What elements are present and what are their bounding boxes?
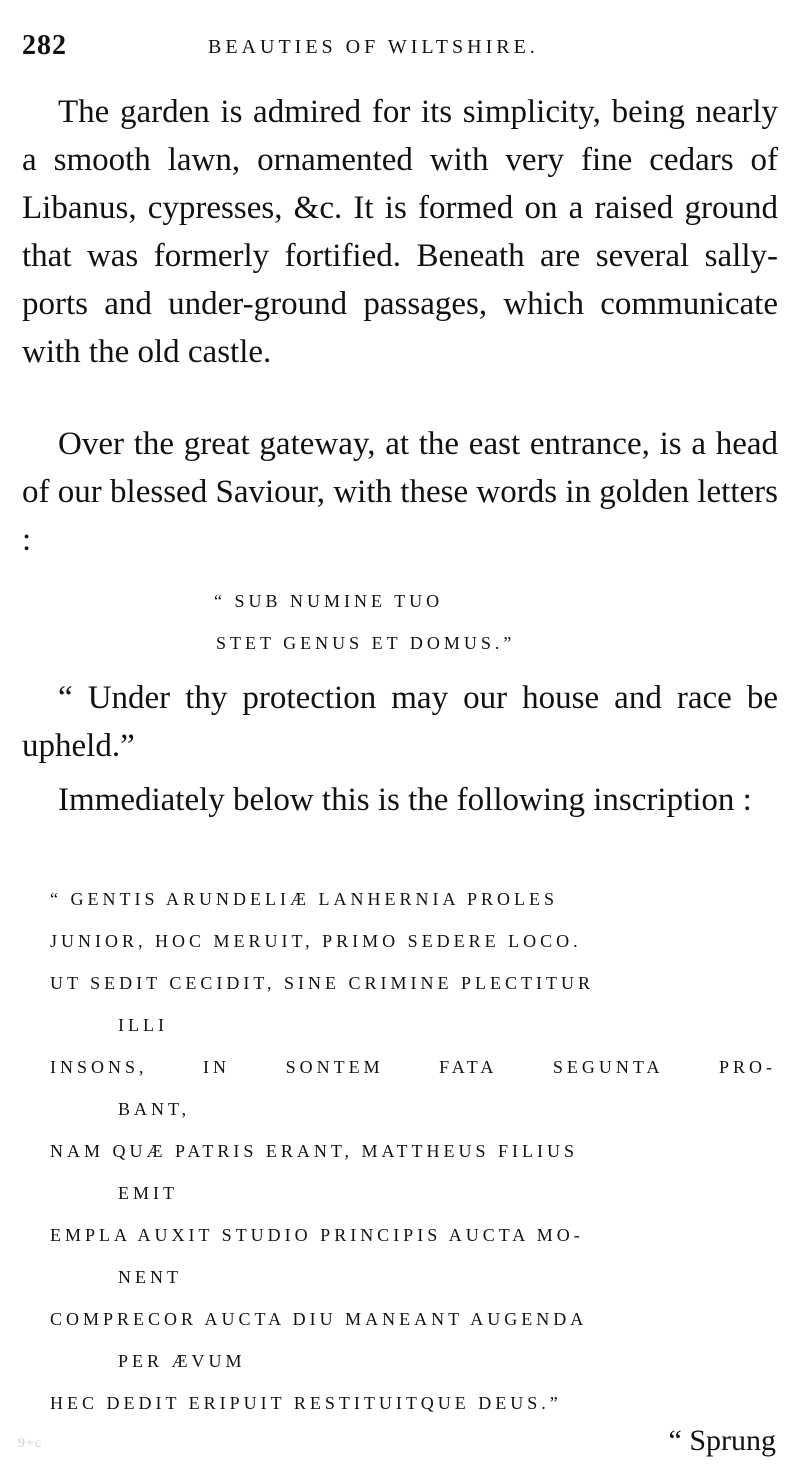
latin-motto (214, 580, 515, 664)
inscription-line-continuation: EMIT (118, 1183, 178, 1203)
paragraph-translation: “ Under thy protection may our house and race be upheld.” (22, 680, 778, 764)
catchword: “ Sprung (668, 1424, 776, 1457)
inscription-line: “ GENTIS ARUNDELIÆ LANHERNIA PROLES (50, 889, 558, 909)
latin-inscription (50, 878, 776, 1424)
inscription-line (50, 1046, 776, 1088)
latin-motto-line-2: STET GENUS ET DOMUS.” (216, 633, 516, 653)
inscription-line: COMPRECOR AUCTA DIU MANEANT AUGENDA (50, 1309, 588, 1329)
inscription-line-continuation: BANT, (118, 1099, 191, 1119)
inscription-line-continuation: ILLI (118, 1015, 168, 1035)
paragraph-inscription-intro: Immediately below this is the following inscription : (58, 782, 752, 818)
inscription-line-continuation: NENT (118, 1267, 182, 1287)
inscription-line: UT SEDIT CECIDIT, SINE CRIMINE PLECTITUR (50, 973, 594, 993)
latin-motto-line-1: “ SUB NUMINE TUO (214, 591, 444, 611)
inscription-word: SONTEM (285, 1057, 384, 1077)
running-head: BEAUTIES OF WILTSHIRE. (208, 36, 539, 58)
paragraph-gateway: Over the great gateway, at the east entrance, is a head of our blessed Saviour, with these words in golden letters : (22, 426, 778, 558)
corner-mark: 9+c (18, 1436, 43, 1451)
page-header (22, 30, 778, 64)
inscription-word: PRO- (718, 1057, 776, 1077)
page-number: 282 (22, 30, 67, 61)
inscription-line-continuation: PER ÆVUM (118, 1351, 246, 1371)
inscription-line: EMPLA AUXIT STUDIO PRINCIPIS AUCTA MO- (50, 1225, 584, 1245)
paragraph-garden: The garden is admired for its simplicity, being nearly a smooth lawn, ornamented with very fine cedars of Libanus, cypresses, &c. It is formed on a raised ground that was formerly fortified. Beneath are several sally-ports and under-ground passages, which communicate with the old castle. (22, 94, 778, 370)
inscription-word: INSONS, (50, 1057, 148, 1077)
inscription-line: NAM QUÆ PATRIS ERANT, MATTHEUS FILIUS (50, 1141, 579, 1161)
inscription-line: HEC DEDIT ERIPUIT RESTITUITQUE DEUS.” (50, 1393, 562, 1413)
inscription-word: FATA (439, 1057, 498, 1077)
inscription-line: JUNIOR, HOC MERUIT, PRIMO SEDERE LOCO. (50, 931, 582, 951)
inscription-word: IN (203, 1057, 231, 1077)
inscription-word: SEGUNTA (552, 1057, 664, 1077)
